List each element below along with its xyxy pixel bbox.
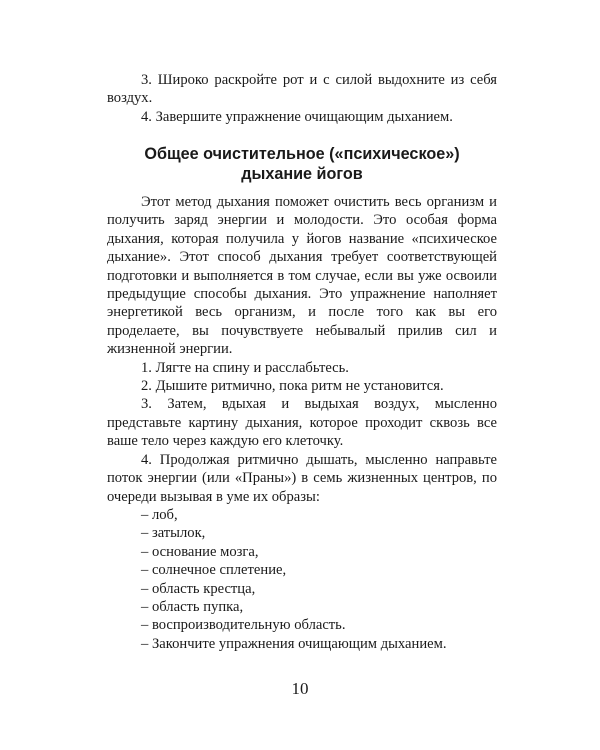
center-item: – лоб, [141, 506, 178, 523]
section-body [107, 193, 497, 653]
center-item: – область крестца, [141, 580, 256, 597]
page-number: 10 [291, 679, 309, 698]
center-item: – Закончите упражнения очищающим дыханием. [141, 635, 447, 652]
center-item: – затылок, [141, 525, 206, 542]
section-title-line-1: Общее очистительное («психическое») [144, 145, 460, 163]
center-item: – область пупка, [141, 598, 244, 615]
intro-step-4: 4. Завершите упражнение очищающим дыханием. [141, 108, 453, 125]
step-item: 2. Дышите ритмично, пока ритм не установится. [141, 378, 444, 395]
center-item: – основание мозга, [141, 543, 259, 560]
step-item: 1. Лягте на спину и расслабьтесь. [141, 359, 349, 376]
intro-steps [107, 71, 497, 126]
section-title-line-2: дыхание йогов [241, 165, 363, 183]
section-paragraph: Этот метод дыхания поможет очистить весь организм и получить заряд энергии и молодости. Это особая форма дыхания, которая получила у йогов название «психическое дыхание». Этот способ дыхания требует соответствующей подготовки и выполняется в том случае, если вы уже освоили предыдущие способы дыхания. Это упражнение наполняет энергетикой весь организм, и после того как вы его проделаете, вы почувствуете небывалый прилив сил и жизненной энергии. [107, 194, 497, 358]
step-item: 4. Продолжая ритмично дышать, мысленно направьте поток энергии (или «Праны») в семь жизненных центров, по очереди вызывая в уме их образы: [107, 451, 497, 505]
intro-step-3: 3. Широко раскройте рот и с силой выдохните из себя воздух. [107, 72, 497, 107]
section-title [107, 144, 497, 184]
step-item: 3. Затем, вдыхая и выдыхая воздух, мысленно представьте картину дыхания, которое проходит сквозь все ваше тело через каждую его клеточку. [107, 396, 497, 450]
center-item: – солнечное сплетение, [141, 562, 287, 579]
center-item: – воспроизводительную область. [141, 617, 346, 634]
